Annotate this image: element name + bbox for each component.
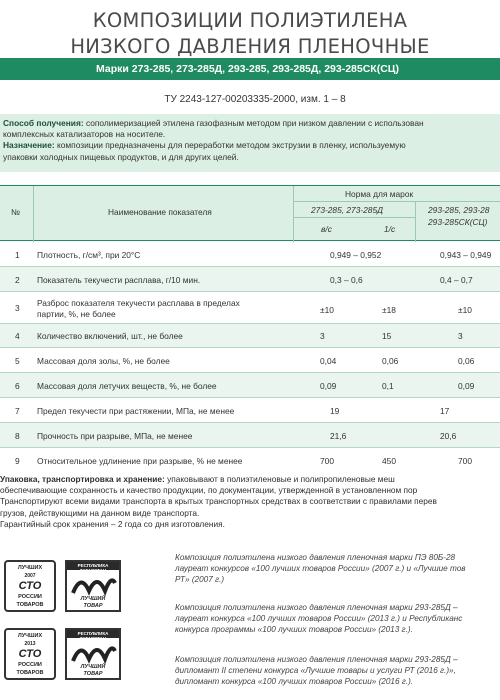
- row-name: Количество включений, шт., не более: [37, 331, 183, 341]
- award-1: Композиция полиэтилена низкого давления пленочная марки ПЭ 80Б-28 лауреат конкурсов «100 лучших товаров России» (2007 г.) и «Лучшие тов РТ» (2007 г.): [175, 553, 466, 585]
- value-group-2: 0,06: [458, 356, 475, 366]
- purpose-line-2: упаковки холодных пищевых продуктов, и для других целей.: [3, 151, 239, 162]
- packaging-line-4: грузов, действующими на данном виде транспорта.: [0, 507, 200, 518]
- header-sub-2: 1/с: [384, 224, 396, 234]
- value-group-1-first-class: 0,06: [382, 356, 399, 366]
- value-group-1: 0,3 – 0,6: [330, 275, 363, 285]
- packaging-line-1: [0, 474, 500, 485]
- header-num: №: [11, 207, 20, 217]
- value-group-1: 19: [330, 406, 340, 416]
- method-label: Способ получения:: [3, 118, 84, 128]
- header-divider-v3: [415, 201, 416, 242]
- row-number: 4: [15, 331, 20, 341]
- tatarstan-mark-icon: [67, 571, 119, 597]
- table-row: [0, 398, 500, 423]
- value-group-1: 0,09: [320, 381, 337, 391]
- row-name: Плотность, г/см³, при 20°С: [37, 250, 141, 260]
- row-name: Прочность при разрыве, МПа, не менее: [37, 431, 193, 441]
- row-name: Массовая доля летучих веществ, %, не более: [37, 381, 217, 391]
- value-group-1-first-class: ±18: [382, 305, 396, 315]
- title-line-1: КОМПОЗИЦИИ ПОЛИЭТИЛЕНА: [92, 9, 408, 32]
- page-title: [0, 8, 500, 60]
- header-divider-v2: [293, 186, 294, 242]
- header-name: Наименование показателя: [108, 207, 212, 217]
- best-100-logo-2007: ЛУЧШИХ 2007 СТО РОССИИ ТОВАРОВ: [4, 560, 56, 612]
- header-group-2-line-1: 293-285, 293-28: [428, 205, 490, 215]
- value-group-2: 700: [458, 456, 472, 466]
- row-name: Показатель текучести расплава, г/10 мин.: [37, 275, 201, 285]
- row-number: 2: [15, 275, 20, 285]
- award-2: Композиция полиэтилена низкого давления пленочная марки 293-285Д – лауреат конкурса «100 лучших товаров России» (2013 г.) и Республиканс конкурса программы «100 лучших товаров России» (2013 г.).: [175, 603, 463, 635]
- packaging-line-3: Транспортируют всеми видами транспорта в крытых транспортных средствах в соответствии с правилами перев: [0, 496, 437, 507]
- tatarstan-best-product-logo-1: РЕСПУБЛИКА ТАТАРСТАН ЛУЧШИЙ ТОВАР: [65, 560, 121, 612]
- purpose-text: композиции предназначены для переработки методом экструзии в пленку, используемую: [56, 140, 406, 151]
- packaging-block: [0, 474, 500, 530]
- header-group-1: 273-285, 273-285Д: [311, 205, 384, 215]
- table-row: [0, 423, 500, 448]
- value-group-2: 0,09: [458, 381, 475, 391]
- method-text: сополимеризацией этилена газофазным методом при низком давлении с использован: [85, 118, 424, 128]
- header-divider-v1: [33, 186, 34, 242]
- value-group-1: 3: [320, 331, 325, 341]
- method-line-2: комплексных катализаторов на носителе.: [3, 129, 166, 140]
- header-group-2-line-2: 293-285СК(СЦ): [428, 217, 488, 227]
- row-number: 9: [15, 456, 20, 466]
- value-group-1: 700: [320, 456, 334, 466]
- row-number: 6: [15, 381, 20, 391]
- header-norm: Норма для марок: [345, 189, 414, 199]
- row-name: Предел текучести при растяжении, МПа, не менее: [37, 406, 235, 416]
- value-group-1: 0,949 – 0,952: [330, 250, 382, 260]
- tatarstan-best-product-logo-2: РЕСПУБЛИКА ТАТАРСТАН ЛУЧШИЙ ТОВАР: [65, 628, 121, 680]
- properties-table: [0, 185, 500, 467]
- value-group-2: 20,6: [440, 431, 457, 441]
- table-row: [0, 324, 500, 348]
- award-3: Композиция полиэтилена низкого давления пленочная марки 293-285Д – дипломант II степени конкурса «Лучшие товары и услуги РТ (2016 г.)», дипломант конкурса «100 лучших товаров России» (2016 г.).: [175, 655, 458, 687]
- purpose-line-1: [3, 140, 500, 151]
- best-100-logo-2013: ЛУЧШИХ 2013 СТО РОССИИ ТОВАРОВ: [4, 628, 56, 680]
- header-divider-h: [293, 201, 500, 202]
- title-line-2: НИЗКОГО ДАВЛЕНИЯ ПЛЕНОЧНЫЕ: [70, 35, 430, 58]
- table-row: [0, 448, 500, 467]
- row-number: 7: [15, 406, 20, 416]
- table-row: [0, 348, 500, 373]
- header-sub-1: в/с: [321, 224, 332, 234]
- tatarstan-mark-icon: [67, 639, 119, 665]
- method-line-1: [3, 118, 500, 129]
- purpose-label: Назначение:: [3, 140, 55, 151]
- table-row: [0, 243, 500, 267]
- value-group-2: 0,4 – 0,7: [440, 275, 473, 285]
- packaging-label: Упаковка, транспортировка и хранение:: [0, 474, 165, 484]
- value-group-1: 0,04: [320, 356, 337, 366]
- packaging-line-2: обеспечивающие сохранность и качество продукции, по документации, утвержденной в установленном пор: [0, 485, 418, 496]
- table-header: [0, 185, 500, 241]
- tu-spec: ТУ 2243-127-00203335-2000, изм. 1 – 8: [164, 94, 346, 105]
- value-group-1: 21,6: [330, 431, 347, 441]
- row-number: 3: [15, 303, 20, 313]
- row-number: 5: [15, 356, 20, 366]
- value-group-2: 0,943 – 0,949: [440, 250, 492, 260]
- value-group-1-first-class: 15: [382, 331, 392, 341]
- table-row: [0, 292, 500, 324]
- value-group-2: 3: [458, 331, 463, 341]
- value-group-1-first-class: 0,1: [382, 381, 394, 391]
- packaging-line-5: Гарантийный срок хранения – 2 года со дня изготовления.: [0, 518, 225, 529]
- value-group-1-first-class: 450: [382, 456, 396, 466]
- description-block: [0, 114, 500, 172]
- header-divider-sub: [293, 217, 415, 218]
- row-number: 1: [15, 250, 20, 260]
- brands-banner: Марки 273-285, 273-285Д, 293-285, 293-285Д, 293-285СК(СЦ): [0, 58, 500, 80]
- row-name: Разброс показателя текучести расплава в пределах партии, %, не более: [37, 298, 240, 319]
- table-row: [0, 373, 500, 398]
- value-group-2: ±10: [458, 305, 472, 315]
- row-number: 8: [15, 431, 20, 441]
- row-name: Массовая доля золы, %, не более: [37, 356, 170, 366]
- value-group-1: ±10: [320, 305, 334, 315]
- row-name: Относительное удлинение при разрыве, % не менее: [37, 456, 243, 466]
- packaging-text-1: упаковывают в полиэтиленовые и полипропиленовые меш: [167, 474, 395, 484]
- awards-section: [0, 550, 500, 700]
- table-row: [0, 267, 500, 292]
- value-group-2: 17: [440, 406, 450, 416]
